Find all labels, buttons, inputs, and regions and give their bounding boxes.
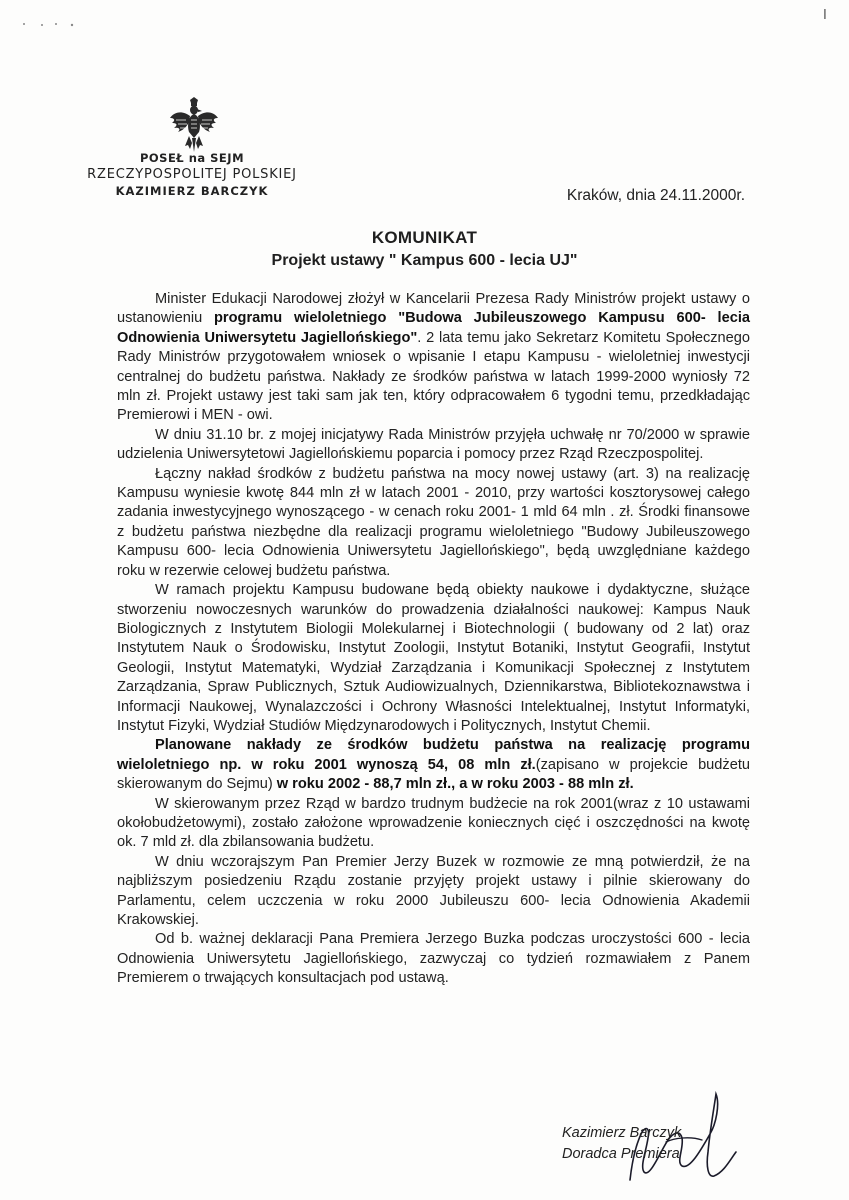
- scan-specks: [20, 18, 80, 30]
- letterhead: [62, 150, 322, 199]
- place-date: Kraków, dnia 24.11.2000r.: [566, 187, 745, 204]
- signature-role: Doradca Premiera: [562, 1146, 680, 1162]
- paragraph-5: [117, 736, 750, 794]
- paragraph-1-text-c: . 2 lata temu jako Sekretarz Komitetu Społecznego Rady Ministrów przygotowałem wniosek o wpisanie I etapu Kampusu - wieloletniej inwestycji centralnej do budżetu państwa. Nakłady ze środków państwa w latach 1999-2000 wyniosły 72 mln zł. Projekt ustawy jest taki sam jak ten, który odpracowałem 6 tygodni temu, przedkładając Premierowi i MEN - owi.: [117, 329, 751, 424]
- paragraph-7: W dniu wczorajszym Pan Premier Jerzy Buzek w rozmowie ze mną potwierdził, że na najbliższym posiedzeniu Rządu zostanie przyjęty projekt ustawy i pilnie skierowany do Parlamentu, celem uczczenia w roku 2000 Jubileuszu 600- lecia Odnowienia Akademii Krakowskiej.: [117, 853, 750, 928]
- letterhead-line-1: POSEŁ na SEJM: [139, 151, 245, 165]
- polish-eagle-emblem: [168, 96, 220, 154]
- signature-block: [562, 1123, 762, 1165]
- paragraph-5-bold-c: w roku 2002 - 88,7 mln zł., a w roku 2003 - 88 mln zł.: [276, 776, 634, 793]
- signature-name: Kazimierz Barczyk: [562, 1125, 682, 1141]
- letterhead-line-2: RZECZYPOSPOLITEJ POLSKIEJ: [87, 167, 297, 182]
- scan-mark: I: [823, 8, 827, 23]
- paragraph-5-text-b: (zapisano w projekcie budżetu skierowanym do Sejmu): [117, 756, 750, 793]
- document-body: [117, 290, 750, 989]
- paragraph-1-bold: programu wieloletniego "Budowa Jubileuszowego Kampusu 600- lecia Odnowienia Uniwersytetu Jagiellońskiego": [117, 310, 750, 346]
- document-title: KOMUNIKAT: [371, 228, 478, 247]
- paragraph-6: W skierowanym przez Rząd w bardzo trudnym budżecie na rok 2001(wraz z 10 ustawami okołobudżetowymi), zostało założone wprowadzenie koniecznych cięć i oszczędności na kwotę ok. 7 mld zł. dla zbilansowania budżetu.: [117, 795, 750, 851]
- paragraph-3: Łączny nakład środków z budżetu państwa na mocy nowej ustawy (art. 3) na realizację Kampusu wyniesie kwotę 844 mln zł w latach 2001 - 2010, przy wartości kosztorysowej całego zadania inwestycyjnego wynoszącego - w cenach roku 2001- 1 mld 64 mln . zł. Środki finansowe z budżetu państwa niezbędne dla realizacji programu wieloletniego "Budowy Jubileuszowego Kampusu 600- lecia Odnowienia Uniwersytetu Jagiellońskiego", będą uwzględniane każdego roku w rezerwie celowej budżetu państwa.: [117, 465, 750, 579]
- paragraph-1-text-a: Minister Edukacji Narodowej złożył w Kancelarii Prezesa Rady Ministrów projekt ustawy o ustanowieniu: [117, 291, 750, 327]
- paragraph-4: W ramach projektu Kampusu budowane będą obiekty naukowe i dydaktyczne, służące stworzeniu nowoczesnych warunków do prowadzenia działalności naukowej: Kampus Nauk Biologicznych z Instytutem Biologii Molekularnej i Biotechnologii ( budowany od 2 lat) oraz Instytutem Nauk o Środowisku, Instytut Zoologii, Instytut Botaniki, Instytut Geografii, Instytut Geologii, Instytut Matematyki, Wydział Zarządzania i Komunikacji Społecznej z Instytutem Zarządzania, Spraw Publicznych, Sztuk Audiowizualnych, Dziennikarstwa, Bibliotekoznawstwa i Informacji Naukowej, Wynalazczości i Ochrony Własności Intelektualnej, Instytut Informatyki, Instytut Fizyki, Wydział Studiów Międzynarodowych i Politycznych, Instytut Chemii.: [117, 582, 750, 734]
- document-subtitle: Projekt ustawy " Kampus 600 - lecia UJ": [271, 252, 578, 269]
- paragraph-8: Od b. ważnej deklaracji Pana Premiera Jerzego Buzka podczas uroczystości 600 - lecia Odnowienia Uniwersytetu Jagiellońskiego, zazwyczaj co tydzień rozmawiałem z Panem Premierem o trwających konsultacjach pod ustawą.: [117, 931, 750, 987]
- paragraph-1: [117, 290, 750, 426]
- paragraph-5-bold-a: Planowane nakłady ze środków budżetu państwa na realizację programu wieloletniego np. w roku 2001 wynoszą 54, 08 mln zł.: [117, 737, 750, 773]
- paragraph-2: W dniu 31.10 br. z mojej inicjatywy Rada Ministrów przyjęła uchwałę nr 70/2000 w sprawie udzielenia Uniwersytetowi Jagiellońskiemu poparcia i pomocy przez Rząd Rzeczpospolitej.: [117, 426, 750, 463]
- letterhead-line-3: KAZIMIERZ BARCZYK: [115, 184, 269, 198]
